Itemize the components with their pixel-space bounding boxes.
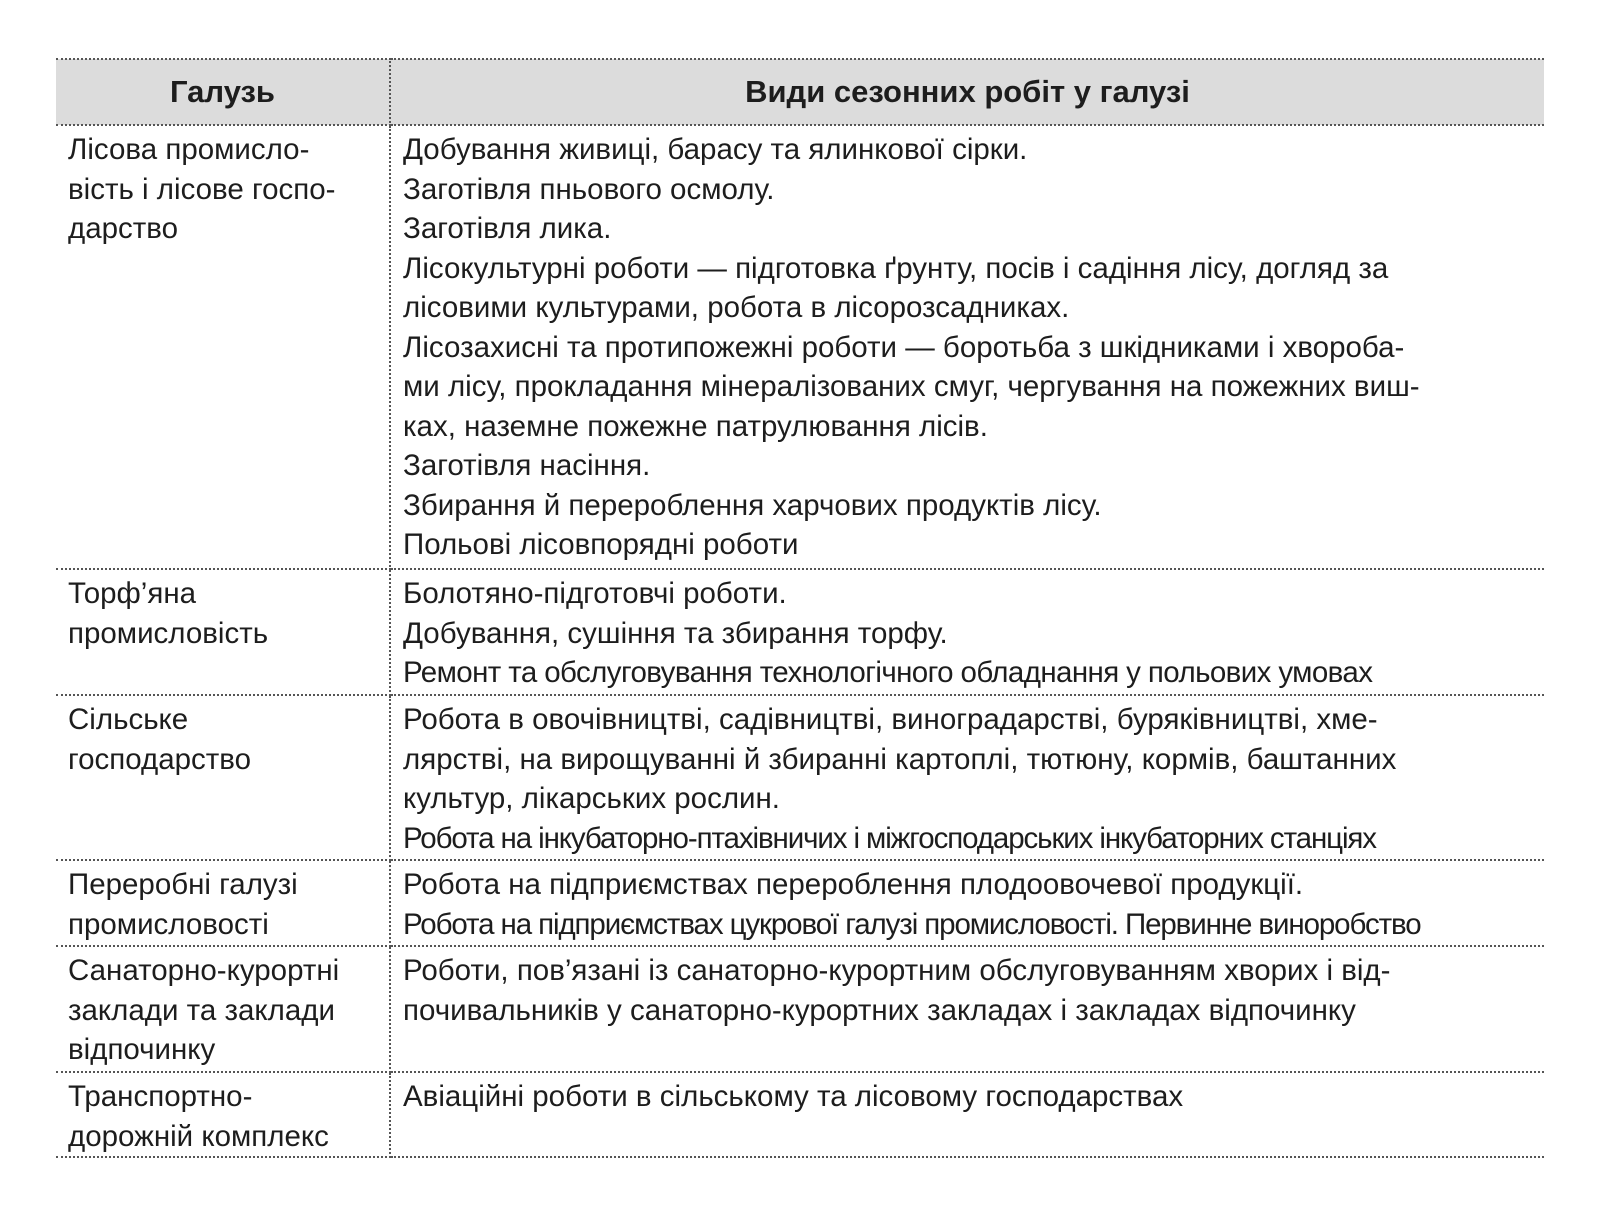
branch-cell — [56, 125, 390, 569]
works-text-line: ми лісу, прокладання мінералізованих смуг, чергування на пожежних виш- — [403, 370, 1420, 403]
works-text-line: Авіаційні роботи в сільському та лісовому господарствах — [403, 1080, 1184, 1113]
works-cell — [390, 1072, 1544, 1157]
table-row — [56, 695, 1544, 860]
works-text-line: культур, лікарських рослин. — [403, 782, 781, 815]
header-row — [56, 59, 1544, 125]
seasonal-work-table — [56, 58, 1544, 1158]
table-body — [56, 125, 1544, 1157]
seasonal-work-table-container — [56, 58, 1544, 1158]
branch-text-line: Сільське — [68, 703, 189, 736]
works-text-line: ках, наземне пожежне патрулювання лісів. — [403, 409, 988, 443]
branch-text-line: промисловості — [68, 907, 269, 941]
branch-cell — [56, 1072, 390, 1157]
table-row — [56, 1072, 1544, 1157]
works-cell — [390, 860, 1544, 946]
column-header-branch: Галузь — [56, 59, 390, 125]
table-header — [56, 59, 1544, 125]
branch-text-line: Торф’яна — [68, 577, 197, 610]
works-text-line: Робота в овочівництві, садівництві, виноградарстві, буряківництві, хме- — [403, 703, 1378, 736]
branch-text-line: заклади та заклади — [68, 993, 335, 1027]
branch-text-line: Лісова промисло- — [68, 133, 310, 166]
table-row — [56, 125, 1544, 569]
works-cell — [390, 569, 1544, 695]
branch-text-line: Переробні галузі — [68, 868, 298, 901]
branch-text-line: вість і лісове госпо- — [68, 172, 336, 206]
works-text-line: Роботи, пов’язані із санаторно-курортним обслуговуванням хворих і від- — [403, 954, 1391, 987]
works-text-line: Заготівля пньового осмолу. — [403, 172, 775, 206]
works-cell — [390, 946, 1544, 1072]
works-text-line: Добування, сушіння та збирання торфу. — [403, 616, 948, 650]
works-text-line: Добування живиці, барасу та ялинкової сірки. — [403, 133, 1028, 166]
works-text-line: Ремонт та обслуговування технологічного обладнання у польових умовах — [403, 656, 1373, 689]
works-text-line: Лісозахисні та протипожежні роботи — боротьба з шкідниками і хвороба- — [403, 330, 1405, 364]
branch-text-line: Транспортно- — [68, 1080, 253, 1113]
table-row — [56, 946, 1544, 1072]
works-text-line: Заготівля насіння. — [403, 449, 651, 482]
branch-text-line: Санаторно-курортні — [68, 954, 340, 987]
works-cell — [390, 695, 1544, 860]
table-row — [56, 860, 1544, 946]
column-header-works: Види сезонних робіт у галузі — [390, 59, 1544, 125]
works-text-line: Болотяно-підготовчі роботи. — [403, 577, 787, 610]
works-text-line: Робота на підприємствах перероблення плодоовочевої продукції. — [403, 868, 1304, 901]
branch-cell — [56, 569, 390, 695]
works-cell — [390, 125, 1544, 569]
works-text-line: лісовими культурами, робота в лісорозсадниках. — [403, 291, 1070, 324]
works-text-line: почивальників у санаторно-курортних закладах і закладах відпочинку — [403, 993, 1356, 1027]
branch-text-line: дарство — [68, 212, 179, 245]
works-text-line: Робота на інкубаторно-птахівничих і міжгосподарських інкубаторних станціях — [403, 821, 1376, 855]
branch-text-line: дорожній комплекс — [68, 1119, 329, 1153]
branch-text-line: промисловість — [68, 616, 269, 650]
works-text-line: Заготівля лика. — [403, 212, 612, 245]
branch-text-line: відпочинку — [68, 1033, 216, 1066]
works-text-line: Робота на підприємствах цукрової галузі промисловості. Первинне виноробство — [403, 907, 1421, 941]
table-row — [56, 569, 1544, 695]
works-text-line: лярстві, на вирощуванні й збиранні картоплі, тютюну, кормів, баштанних — [403, 742, 1397, 776]
works-text-line: Збирання й перероблення харчових продуктів лісу. — [403, 488, 1102, 522]
branch-cell — [56, 695, 390, 860]
works-text-line: Польові лісовпорядні роботи — [403, 528, 799, 561]
branch-text-line: господарство — [68, 742, 252, 776]
works-text-line: Лісокультурні роботи — підготовка ґрунту, посів і садіння лісу, догляд за — [403, 251, 1389, 285]
branch-cell — [56, 946, 390, 1072]
branch-cell — [56, 860, 390, 946]
